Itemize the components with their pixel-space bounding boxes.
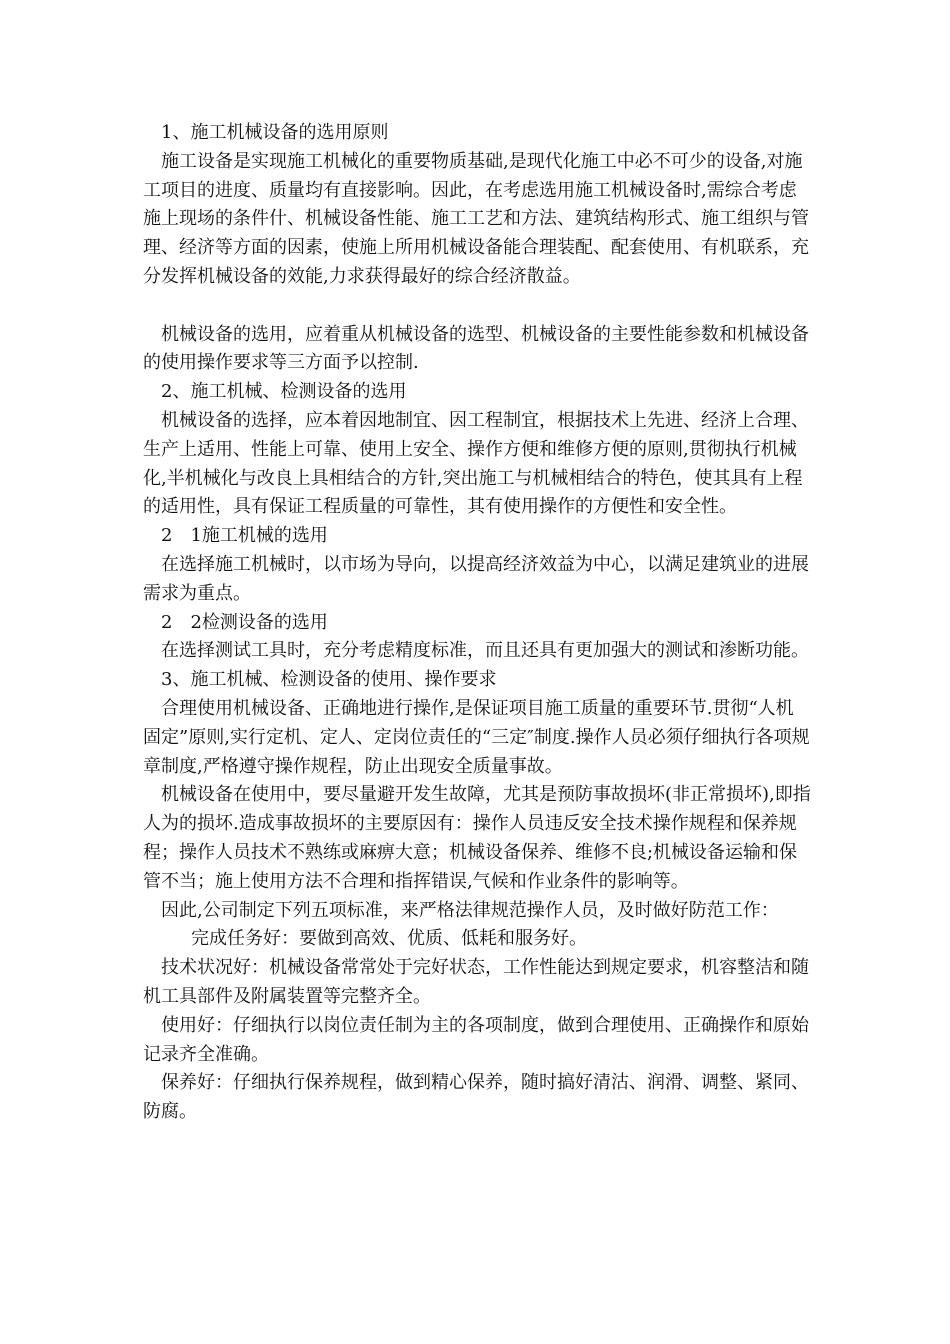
paragraph: 合理使用机械设备、正确地进行操作,是保证项目施工质量的重要环节.贯彻“人机固定”原则,实行定机、定人、定岗位责任的“三定″制度.操作人员必须仔细执行各项规章制度,严格遵守操作规程，防止出现安全质量事故。 (143, 697, 810, 777)
paragraph: 机械设备的选用，应着重从机械设备的选型、机械设备的主要性能参数和机械设备的使用操作要求等三方面予以控制. (143, 323, 809, 374)
standard-item: 技术状况好：机械设备常常处于完好状态，工作性能达到规定要求，机容整洁和随机工具部件及附属装置等完整齐全。 (143, 957, 809, 1007)
paragraph: 在选择施工机械时，以市场为导向，以提高经济效益为中心，以满足建筑业的进展需求为重点。 (143, 553, 809, 604)
standard-item: 保养好：仔细执行保养规程，做到精心保养，随时搞好清沽、润滑、调整、紧同、防腐。 (143, 1072, 809, 1123)
section-heading-3: 3、施工机械、检测设备的使用、操作要求 (161, 669, 497, 691)
subsection-heading-2-2: 2 2检测设备的选用 (161, 611, 328, 633)
paragraph: 施工设备是实现施工机械化的重要物质基础,是现代化施工中必不可少的设备,对施工项目的进度、质量均有直接影响。因此，在考虑选用施工机械设备时,需综合考虑施上现场的条件什、机械设备性能、施工工艺和方法、建筑结构形式、施工组织与管理、经济等方面的因素，使施上所用机械设备能合理装配、配套使用、有机联系，充分发挥机械设备的效能,力求获得最好的综合经济散益。 (143, 150, 809, 287)
paragraph: 因此,公司制定下列五项标准，来严格法律规范操作人员，及时做好防范工作： (161, 899, 779, 921)
paragraph: 机械设备的选择，应本着因地制宜、因工程制宜，根据技术上先进、经济上合理、生产上适用、性能上可靠、使用上安全、操作方便和维修方便的原则,贯彻执行机械化,半机械化与改良上具相结合的方针,突出施工与机械相结合的特色，使其具有上程的适用性，具有保证工程质量的可靠性，其有使用操作的方便性和安全性。 (143, 409, 809, 518)
subsection-heading-2-1: 2 1施工机械的选用 (161, 525, 328, 547)
paragraph: 机械设备在使用中，要尽量避开发生故障，尤其是预防事故损坏(非正常损坏),即指人为的损坏.造成事故损坏的主要原因有：操作人员违反安全技术操作规程和保养规程；操作人员技术不熟练或麻痹大意；机械设备保养、维修不良;机械设备运输和保管不当；施上使用方法不合理和指挥错误,气候和作业条件的影响等。 (143, 784, 811, 892)
blank-line (143, 292, 811, 321)
section-heading-2: 2、施工机械、检测设备的选用 (161, 381, 407, 403)
section-heading-1: 1、施工机械设备的选用原则 (161, 122, 389, 143)
standard-item: 使用好：仔细执行以岗位责任制为主的各项制度，做到合理使用、正确操作和原始记录齐全准确。 (143, 1014, 809, 1065)
paragraph: 在选择测试工具时，充分考虑精度标准，而且还具有更加强大的测试和渗断功能。 (161, 640, 809, 662)
document-body (143, 119, 811, 1127)
standard-item: 完成任务好：要做到高效、优质、低耗和服务好。 (191, 928, 587, 950)
